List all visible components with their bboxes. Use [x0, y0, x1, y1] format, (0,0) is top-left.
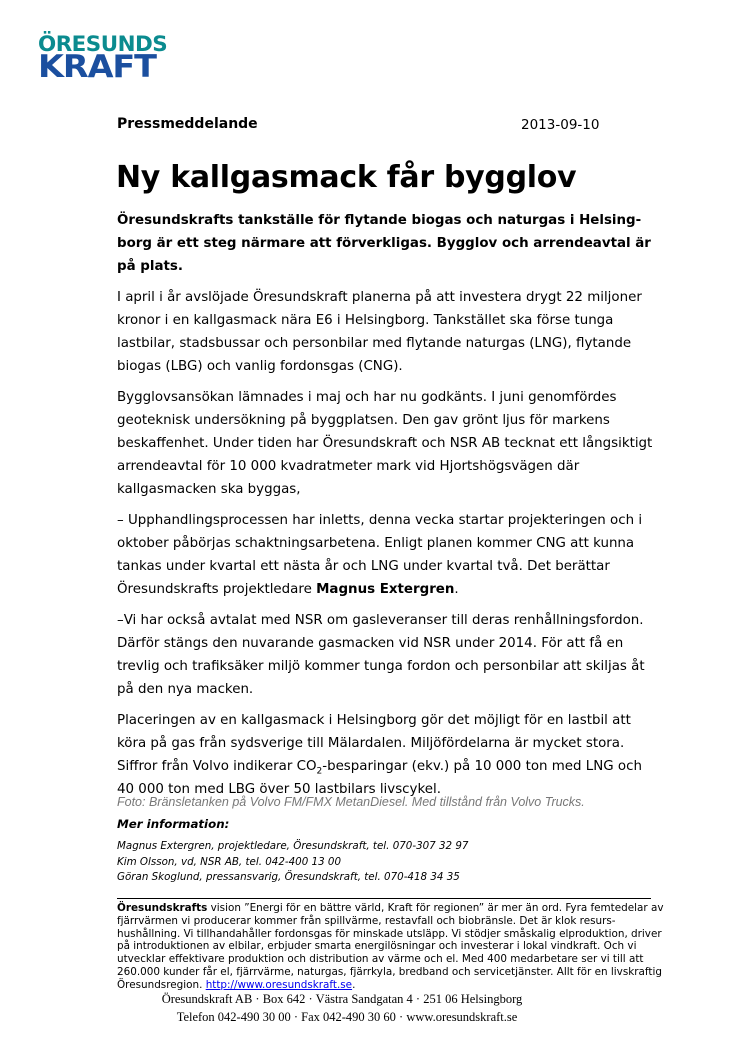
phone-fax-line: Telefon 042-490 30 00 · Fax 042-490 30 60 · www.oresundskraft.se	[176, 1010, 518, 1024]
boilerplate-line: hushållning. Vi tillhandahåller fordonsgas för minskade utsläpp. Vi stödjer småskalig elproduktion, driver	[117, 927, 662, 940]
website-link[interactable]: http://www.oresundskraft.se	[205, 978, 353, 991]
paragraph-line: Bygglovsansökan lämnades i maj och har nu godkänts. I juni genomfördes	[117, 390, 617, 405]
boilerplate-line: 260.000 kunder får el, fjärrvärme, naturgas, fjärrkyla, bredband och servicetjänster. Allt för en livskraftig	[117, 965, 662, 978]
body-paragraph	[117, 286, 657, 378]
paragraph-line: beskaffenhet. Under tiden har Öresundskraft och NSR AB tecknat ett långsiktigt	[117, 436, 653, 451]
article-body	[117, 209, 657, 809]
paragraph-line: trevlig och trafiksäker miljö kommer tunga fordon och personbilar att skiljas åt	[117, 659, 645, 674]
paragraph-line: Öresundskrafts tankställe för flytande biogas och naturgas i Helsing-	[117, 213, 642, 228]
paragraph-line: köra på gas från sydsverige till Mälardalen. Miljöfördelarna är mycket stora.	[117, 736, 625, 751]
body-paragraph	[117, 709, 657, 801]
oresundskraft-logo	[38, 34, 166, 83]
text-segment: Siffror från Volvo indikerar CO	[117, 759, 317, 774]
body-paragraph	[117, 386, 657, 501]
subscript: 2	[316, 766, 323, 777]
footer-divider	[117, 898, 651, 899]
logo-line-1: ÖRESUNDS	[38, 32, 168, 56]
logo-line-2: KRAFT	[38, 49, 156, 85]
contact-list	[117, 838, 468, 885]
boilerplate-line: på introduktionen av elbilar, erbjuder smarta energilösningar och investerar i lokal vindkraft. Och vi	[117, 940, 637, 953]
contact-item: Göran Skoglund, pressansvarig, Öresundskraft, tel. 070-418 34 35	[117, 871, 460, 883]
paragraph-line: 40 000 ton med LBG över 50 lastbilars livscykel.	[117, 782, 441, 797]
paragraph-line: kronor i en kallgasmack nära E6 i Helsingborg. Tankstället ska förse tunga	[117, 313, 614, 328]
paragraph-line: på den nya macken.	[117, 682, 254, 697]
boilerplate-line: fjärrvärmen vi producerar kommer från spillvärme, restavfall och biobränsle. Det är klok resurs-	[117, 914, 616, 927]
document-type: Pressmeddelande	[117, 116, 258, 132]
paragraph-line: oktober påbörjas schaktningsarbetena. Enligt planen kommer CNG att kunna	[117, 536, 635, 551]
body-paragraph	[117, 609, 657, 701]
page-title: Ny kallgasmack får bygglov	[116, 160, 577, 195]
paragraph-line: lastbilar, stadsbussar och personbilar med flytande naturgas (LNG), flytande	[117, 336, 632, 351]
boilerplate-line: Öresundsregion.	[117, 978, 206, 991]
boilerplate-line: vision ”Energi för en bättre värld, Kraft för regionen” är mer än ord. Fyra femtedelar av	[207, 902, 664, 914]
paragraph-line: kallgasmacken ska byggas,	[117, 482, 301, 497]
link-suffix: .	[352, 978, 356, 991]
paragraph-line: geoteknisk undersökning på byggplatsen. Den gav grönt ljus för markens	[117, 413, 610, 428]
paragraph-line: borg är ett steg närmare att förverkligas. Bygglov och arrendeavtal är	[117, 236, 651, 251]
contact-item: Kim Olsson, vd, NSR AB, tel. 042-400 13 00	[117, 856, 342, 868]
paragraph-line: arrendeavtal för 10 000 kvadratmeter mark vid Hjortshögsvägen där	[117, 459, 580, 474]
company-name: Öresundskrafts	[117, 902, 208, 914]
text-segment: -besparingar (ekv.) på 10 000 ton med LNG och	[322, 759, 642, 774]
company-boilerplate	[117, 902, 664, 992]
photo-caption: Foto: Bränsletanken på Volvo FM/FMX MetanDiesel. Med tillstånd från Volvo Trucks.	[117, 795, 585, 809]
paragraph-line: på plats.	[117, 259, 183, 274]
boilerplate-line: utvecklar effektivare produktion och distribution av värme och el. Med 400 medarbetare ser vi till att	[117, 953, 644, 966]
paragraph-line: Placeringen av en kallgasmack i Helsingborg gör det möjligt för en lastbil att	[117, 713, 631, 728]
paragraph-line: – Upphandlingsprocessen har inletts, denna vecka startar projekteringen och i	[117, 513, 643, 528]
person-name: Magnus Extergren	[316, 582, 455, 597]
more-info-heading: Mer information:	[117, 817, 230, 831]
postal-address: Öresundskraft AB · Box 642 · Västra Sandgatan 4 · 251 06 Helsingborg	[161, 992, 523, 1006]
text-segment: Öresundskrafts projektledare	[117, 582, 317, 597]
paragraph-line	[117, 755, 657, 778]
lead-paragraph	[117, 209, 657, 278]
paragraph-line: –Vi har också avtalat med NSR om gasleveranser till deras renhållningsfordon.	[117, 613, 644, 628]
paragraph-line: biogas (LBG) och vanlig fordonsgas (CNG).	[117, 359, 403, 374]
text-segment: .	[454, 582, 459, 597]
paragraph-line: I april i år avslöjade Öresundskraft planerna på att investera drygt 22 miljoner	[117, 290, 642, 305]
paragraph-line	[117, 578, 657, 601]
body-paragraph	[117, 509, 657, 601]
release-date: 2013-09-10	[521, 117, 600, 133]
paragraph-line: tankas under kvartal ett nästa år och LNG under kvartal två. Det berättar	[117, 559, 610, 574]
contact-item: Magnus Extergren, projektledare, Öresundskraft, tel. 070-307 32 97	[117, 840, 469, 852]
paragraph-line: Därför stängs den nuvarande gasmacken vid NSR under 2014. För att få en	[117, 636, 624, 651]
